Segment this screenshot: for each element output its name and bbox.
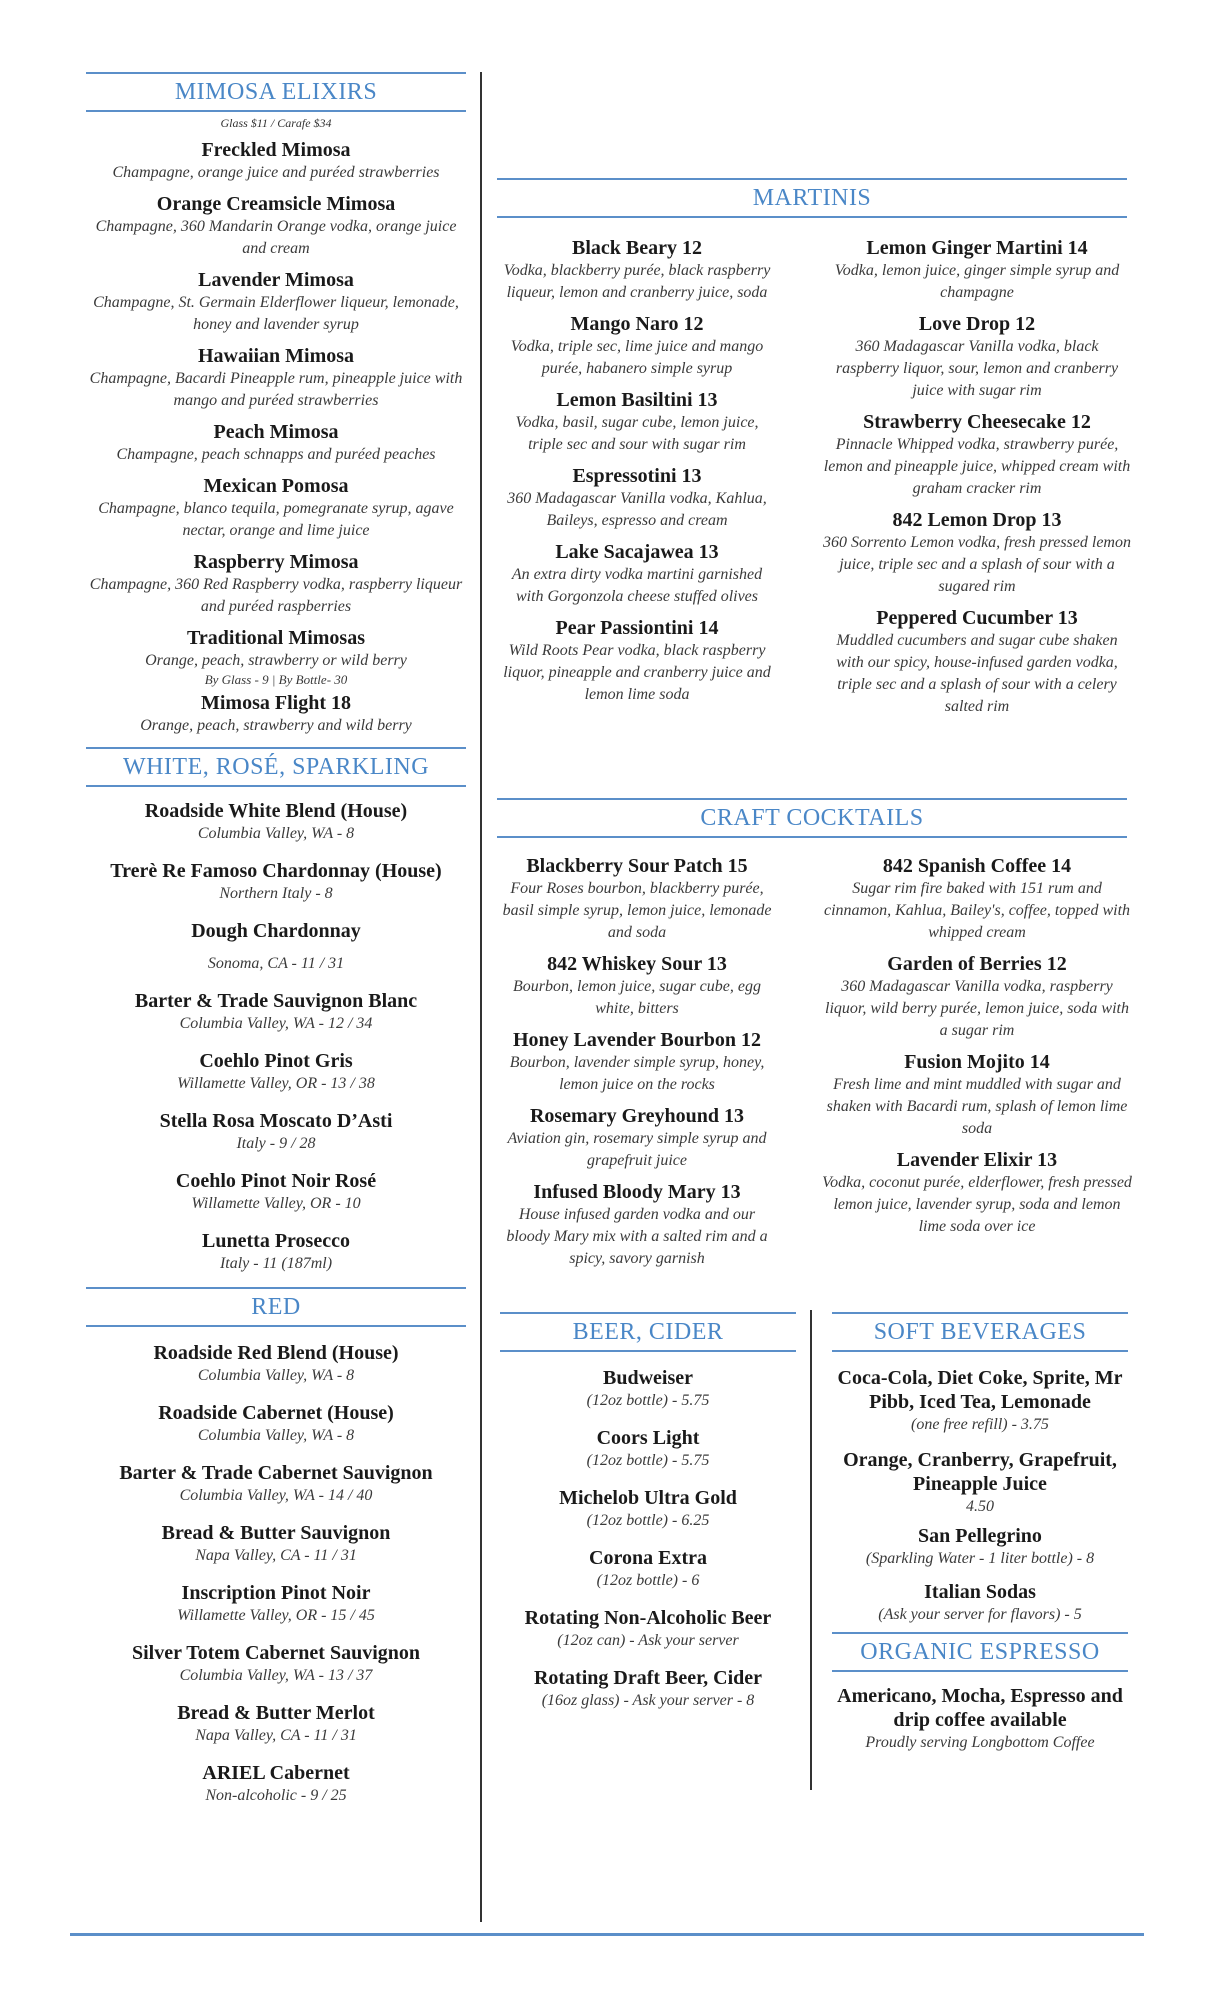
- item-desc: (Sparkling Water - 1 liter bottle) - 8: [865, 1550, 1095, 1567]
- section-title: RED: [86, 1287, 466, 1327]
- item-desc: Vodka, blackberry purée, black raspberry liqueur, lemon and cranberry juice, soda: [503, 262, 771, 301]
- item-name: Infused Bloody Mary 13: [533, 1181, 741, 1203]
- menu-item: [86, 1581, 466, 1627]
- item-name: Roadside Red Blend (House): [153, 1342, 399, 1364]
- section-title: ORGANIC ESPRESSO: [832, 1632, 1128, 1672]
- item-desc: Champagne, 360 Mandarin Orange vodka, orange juice and cream: [95, 218, 457, 257]
- item-name: Michelob Ultra Gold: [559, 1487, 737, 1509]
- item-name: Silver Totem Cabernet Sauvignon: [132, 1642, 420, 1664]
- menu-item: [822, 854, 1132, 944]
- red-section: [86, 1287, 466, 1807]
- menu-item: [86, 1109, 466, 1155]
- item-name: 842 Spanish Coffee 14: [882, 855, 1072, 877]
- item-name: Fusion Mojito 14: [904, 1051, 1050, 1073]
- item-name: Budweiser: [603, 1367, 693, 1389]
- menu-item: [86, 691, 466, 737]
- item-desc: Willamette Valley, OR - 10: [191, 1195, 361, 1212]
- section-title: CRAFT COCKTAILS: [497, 798, 1127, 838]
- item-desc: Four Roses bourbon, blackberry purée, basil simple syrup, lemon juice, lemonade and soda: [502, 880, 772, 941]
- item-name: Barter & Trade Cabernet Sauvignon: [119, 1462, 433, 1484]
- item-desc: (12oz can) - Ask your server: [557, 1632, 739, 1649]
- item-desc: (12oz bottle) - 6: [596, 1572, 700, 1589]
- item-name: Coehlo Pinot Gris: [199, 1050, 353, 1072]
- item-name: Lavender Elixir 13: [896, 1149, 1058, 1171]
- item-desc: Proudly serving Longbottom Coffee: [865, 1734, 1095, 1751]
- item-name: 842 Lemon Drop 13: [892, 509, 1062, 531]
- menu-item: [500, 1606, 796, 1652]
- item-name: Americano, Mocha, Espresso and drip coffee available: [837, 1685, 1123, 1731]
- item-desc: Vodka, basil, sugar cube, lemon juice, triple sec and sour with sugar rim: [515, 414, 759, 453]
- menu-item: [86, 420, 466, 466]
- item-name: Bread & Butter Sauvignon: [161, 1522, 391, 1544]
- mimosa-section: [86, 72, 466, 737]
- menu-item: [832, 1366, 1128, 1436]
- item-desc: Sonoma, CA - 11 / 31: [207, 955, 345, 972]
- item-desc: (12oz bottle) - 5.75: [586, 1392, 710, 1409]
- item-desc: (Ask your server for flavors) - 5: [878, 1606, 1082, 1623]
- beer-soft-divider: [810, 1310, 812, 1790]
- item-desc: Orange, peach, strawberry or wild berry: [145, 652, 407, 669]
- item-name: Lavender Mimosa: [198, 269, 354, 291]
- beer-section: [500, 1312, 796, 1712]
- menu-item: [86, 1521, 466, 1567]
- item-name: Italian Sodas: [924, 1581, 1036, 1603]
- menu-item: [86, 550, 466, 618]
- menu-item: [86, 192, 466, 260]
- item-name: Coca-Cola, Diet Coke, Sprite, Mr Pibb, Iced Tea, Lemonade: [837, 1367, 1123, 1413]
- item-desc: Sugar rim fire baked with 151 rum and cinnamon, Kahlua, Bailey's, coffee, topped with whipped cream: [823, 880, 1131, 941]
- menu-item: [822, 1148, 1132, 1238]
- item-desc: Bourbon, lemon juice, sugar cube, egg white, bitters: [513, 978, 761, 1017]
- menu-item: [822, 410, 1132, 500]
- item-desc: Champagne, Bacardi Pineapple rum, pineapple juice with mango and puréed strawberries: [89, 370, 463, 409]
- item-desc: 360 Madagascar Vanilla vodka, Kahlua, Baileys, espresso and cream: [507, 490, 767, 529]
- main-column-divider: [480, 72, 482, 1922]
- item-desc: Willamette Valley, OR - 13 / 38: [177, 1075, 375, 1092]
- item-name: ARIEL Cabernet: [202, 1762, 350, 1784]
- item-name: Lake Sacajawea 13: [555, 541, 719, 563]
- item-name: Coors Light: [596, 1427, 700, 1449]
- item-desc: 360 Madagascar Vanilla vodka, black raspberry liquor, sour, lemon and cranberry juice with sugar rim: [835, 338, 1119, 399]
- menu-item: [86, 1641, 466, 1687]
- item-desc: Champagne, blanco tequila, pomegranate syrup, agave nectar, orange and lime juice: [98, 500, 454, 539]
- menu-item: [822, 952, 1132, 1042]
- section-title: WHITE, ROSÉ, SPARKLING: [86, 747, 466, 787]
- menu-item: [822, 508, 1132, 598]
- menu-item: [86, 1761, 466, 1807]
- white-section: [86, 747, 466, 1275]
- item-desc: Aviation gin, rosemary simple syrup and grapefruit juice: [507, 1130, 767, 1169]
- menu-item: [86, 626, 466, 687]
- item-name: Peppered Cucumber 13: [876, 607, 1078, 629]
- menu-item: [86, 859, 466, 905]
- bottom-rule: [70, 1933, 1144, 1936]
- item-desc: An extra dirty vodka martini garnished with Gorgonzola cheese stuffed olives: [511, 566, 763, 605]
- item-desc: Columbia Valley, WA - 14 / 40: [179, 1487, 373, 1504]
- item-desc: Non-alcoholic - 9 / 25: [205, 1787, 347, 1804]
- item-desc: Columbia Valley, WA - 8: [197, 1367, 355, 1384]
- item-desc: House infused garden vodka and our bloody Mary mix with a salted rim and a spicy, savory garnish: [506, 1206, 768, 1267]
- menu-item: [86, 1401, 466, 1447]
- item-name: Dough Chardonnay: [191, 920, 361, 942]
- item-name: Raspberry Mimosa: [193, 551, 359, 573]
- item-name: Lemon Basiltini 13: [556, 389, 718, 411]
- item-name: Hawaiian Mimosa: [197, 345, 355, 367]
- item-desc: (16oz glass) - Ask your server - 8: [541, 1692, 755, 1709]
- menu-item: [822, 236, 1132, 304]
- item-desc: Italy - 11 (187ml): [219, 1255, 333, 1272]
- menu-item: [822, 1050, 1132, 1140]
- item-desc: 4.50: [966, 1498, 994, 1515]
- menu-item: [86, 474, 466, 542]
- menu-item: [497, 1104, 777, 1172]
- menu-item: [86, 989, 466, 1035]
- item-desc: 360 Madagascar Vanilla vodka, raspberry liquor, wild berry purée, lemon juice, soda with a sugar rim: [825, 978, 1129, 1039]
- item-desc: Champagne, peach schnapps and puréed peaches: [116, 446, 436, 463]
- menu-item: [832, 1684, 1128, 1754]
- item-name: Espressotini 13: [572, 465, 702, 487]
- left-column: [86, 72, 466, 1807]
- item-desc: Bourbon, lavender simple syrup, honey, lemon juice on the rocks: [509, 1054, 765, 1093]
- item-name: Rotating Draft Beer, Cider: [533, 1667, 763, 1689]
- section-title: MARTINIS: [497, 178, 1127, 218]
- pricing-note: Glass $11 / Carafe $34: [220, 116, 332, 130]
- section-title: SOFT BEVERAGES: [832, 1312, 1128, 1352]
- item-desc: Orange, peach, strawberry and wild berry: [140, 717, 412, 734]
- item-name: Strawberry Cheesecake 12: [863, 411, 1091, 433]
- item-name: Mimosa Flight 18: [201, 692, 351, 714]
- item-desc: Vodka, coconut purée, elderflower, fresh pressed lemon juice, lavender syrup, soda and lemon lime soda over ice: [822, 1174, 1132, 1235]
- menu-item: [497, 854, 777, 944]
- section-title: BEER, CIDER: [500, 1312, 796, 1352]
- item-name: Orange, Cranberry, Grapefruit, Pineapple Juice: [843, 1449, 1117, 1495]
- item-desc: Willamette Valley, OR - 15 / 45: [177, 1607, 375, 1624]
- menu-item: [86, 1341, 466, 1387]
- item-name: Black Beary 12: [572, 237, 702, 259]
- menu-item: [86, 1229, 466, 1275]
- menu-item: [86, 919, 466, 975]
- item-name: Roadside White Blend (House): [144, 800, 408, 822]
- menu-item: [500, 1426, 796, 1472]
- menu-item: [497, 388, 777, 456]
- menu-item: [86, 344, 466, 412]
- menu-item: [500, 1366, 796, 1412]
- item-subnote: By Glass - 9 | By Bottle- 30: [204, 672, 348, 687]
- item-name: Roadside Cabernet (House): [158, 1402, 394, 1424]
- item-name: Rosemary Greyhound 13: [529, 1105, 745, 1127]
- item-name: Inscription Pinot Noir: [181, 1582, 371, 1604]
- menu-item: [86, 138, 466, 184]
- item-name: Mango Naro 12: [570, 313, 704, 335]
- item-name: Corona Extra: [589, 1547, 707, 1569]
- espresso-section: [832, 1632, 1128, 1754]
- menu-item: [86, 268, 466, 336]
- soft-section: [832, 1312, 1128, 1754]
- item-name: Love Drop 12: [918, 313, 1036, 335]
- menu-item: [86, 1169, 466, 1215]
- item-desc: Italy - 9 / 28: [236, 1135, 316, 1152]
- item-desc: Wild Roots Pear vodka, black raspberry liquor, pineapple and cranberry juice and lemon lime soda: [503, 642, 771, 703]
- menu-item: [497, 312, 777, 380]
- menu-item: [500, 1546, 796, 1592]
- menu-item: [497, 952, 777, 1020]
- item-name: Traditional Mimosas: [187, 627, 365, 649]
- item-desc: Muddled cucumbers and sugar cube shaken with our spicy, house-infused garden vodka, triple sec and a splash of sour with a celery salted rim: [836, 632, 1118, 715]
- menu-item: [822, 606, 1132, 718]
- item-name: San Pellegrino: [918, 1525, 1042, 1547]
- menu-item: [497, 1180, 777, 1270]
- item-desc: Fresh lime and mint muddled with sugar and shaken with Bacardi rum, splash of lemon lime soda: [826, 1076, 1128, 1137]
- menu-item: [832, 1524, 1128, 1570]
- menu-item: [86, 1049, 466, 1095]
- item-desc: Columbia Valley, WA - 8: [197, 1427, 355, 1444]
- menu-item: [500, 1486, 796, 1532]
- item-desc: Columbia Valley, WA - 8: [197, 825, 355, 842]
- item-desc: (12oz bottle) - 6.25: [586, 1512, 710, 1529]
- item-name: Bread & Butter Merlot: [177, 1702, 375, 1724]
- item-desc: Napa Valley, CA - 11 / 31: [195, 1547, 357, 1564]
- item-name: Blackberry Sour Patch 15: [526, 855, 748, 877]
- menu-item: [86, 1701, 466, 1747]
- item-name: Lemon Ginger Martini 14: [866, 237, 1088, 259]
- item-name: Trerè Re Famoso Chardonnay (House): [110, 860, 442, 882]
- item-desc: 360 Sorrento Lemon vodka, fresh pressed lemon juice, triple sec and a splash of sour with a sugared rim: [823, 534, 1131, 595]
- craft-right-column: [822, 846, 1132, 1238]
- item-desc: Champagne, St. Germain Elderflower liqueur, lemonade, honey and lavender syrup: [93, 294, 459, 333]
- menu-item: [86, 799, 466, 845]
- item-desc: Columbia Valley, WA - 12 / 34: [179, 1015, 373, 1032]
- item-name: Pear Passiontini 14: [555, 617, 719, 639]
- item-desc: Pinnacle Whipped vodka, strawberry purée, lemon and pineapple juice, whipped cream with graham cracker rim: [823, 436, 1131, 497]
- item-desc: Napa Valley, CA - 11 / 31: [195, 1727, 357, 1744]
- item-name: Peach Mimosa: [213, 421, 339, 443]
- item-name: Rotating Non-Alcoholic Beer: [524, 1607, 772, 1629]
- menu-item: [832, 1448, 1128, 1518]
- menu-item: [500, 1666, 796, 1712]
- menu-item: [832, 1580, 1128, 1626]
- menu-item: [497, 616, 777, 706]
- item-name: 842 Whiskey Sour 13: [547, 953, 727, 975]
- item-name: Lunetta Prosecco: [202, 1230, 350, 1252]
- martinis-left-column: [497, 228, 777, 706]
- item-desc: (12oz bottle) - 5.75: [586, 1452, 710, 1469]
- item-name: Orange Creamsicle Mimosa: [156, 193, 396, 215]
- item-desc: Columbia Valley, WA - 13 / 37: [179, 1667, 373, 1684]
- item-desc: (one free refill) - 3.75: [911, 1416, 1049, 1433]
- item-desc: Champagne, orange juice and puréed strawberries: [112, 164, 440, 181]
- item-name: Stella Rosa Moscato D’Asti: [159, 1110, 393, 1132]
- menu-item: [497, 1028, 777, 1096]
- item-name: Honey Lavender Bourbon 12: [513, 1029, 761, 1051]
- item-desc: Champagne, 360 Red Raspberry vodka, raspberry liqueur and puréed raspberries: [89, 576, 463, 615]
- menu-item: [86, 1461, 466, 1507]
- menu-item: [497, 236, 777, 304]
- menu-item: [822, 312, 1132, 402]
- martinis-right-column: [822, 228, 1132, 718]
- menu-item: [497, 540, 777, 608]
- item-name: Mexican Pomosa: [203, 475, 349, 497]
- item-name: Barter & Trade Sauvignon Blanc: [134, 990, 418, 1012]
- item-desc: Northern Italy - 8: [219, 885, 333, 902]
- craft-left-column: [497, 846, 777, 1270]
- section-title: MIMOSA ELIXIRS: [86, 72, 466, 112]
- item-name: Freckled Mimosa: [201, 139, 351, 161]
- item-desc: Vodka, lemon juice, ginger simple syrup and champagne: [834, 262, 1120, 301]
- menu-item: [497, 464, 777, 532]
- item-name: Coehlo Pinot Noir Rosé: [175, 1170, 377, 1192]
- item-desc: Vodka, triple sec, lime juice and mango purée, habanero simple syrup: [510, 338, 764, 377]
- item-name: Garden of Berries 12: [887, 953, 1067, 975]
